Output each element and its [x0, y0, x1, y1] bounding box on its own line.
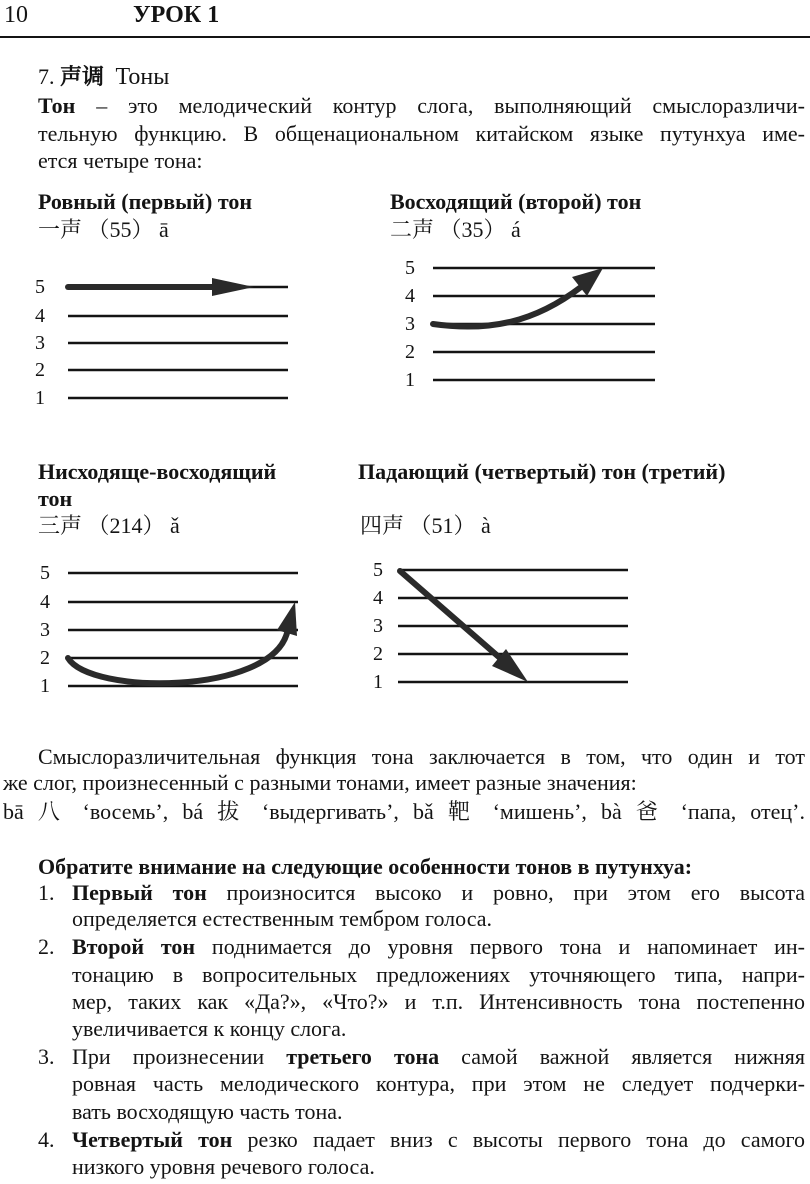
tone-label: 三声 （214） ǎ: [38, 513, 180, 538]
tone-level-label: 4: [35, 305, 45, 327]
tone-level-label: 5: [35, 276, 45, 298]
list-item-line: определяется естественным тембром голоса.: [72, 906, 492, 931]
examples-line: bā 八 ‘восемь’, bá 拔 ‘выдергивать’, bǎ 靶 ‘мишень’, bà 爸 ‘папа, отец’.: [3, 799, 805, 824]
section-title: Тоны: [115, 64, 170, 90]
list-text: резко падает вниз с высоты первого тона до самого: [232, 1127, 805, 1152]
tone-name: тон: [38, 486, 73, 511]
tone-name: Восходящий (второй) тон: [390, 189, 642, 214]
list-text: самой важной является нижняя: [439, 1044, 805, 1069]
list-item-line: [72, 1126, 805, 1153]
tone-level-label: 5: [405, 257, 415, 279]
arrowhead: [212, 278, 254, 296]
list-item-line: вать восходящую часть тона.: [72, 1099, 343, 1124]
list-text: поднимается до уровня первого тона и напоминает ин-: [195, 934, 805, 959]
tone-contour-arrow: [400, 571, 500, 658]
lesson-title: УРОК 1: [133, 2, 220, 28]
tone-diagram-first: [30, 270, 300, 410]
intro-text: – это мелодический контур слога, выполняющий смыслоразличи-: [75, 93, 805, 118]
list-number: 2.: [38, 934, 55, 959]
tone-name: Ровный (первый) тон: [38, 189, 253, 214]
tone-name: Падающий (четвертый) тон (третий): [358, 459, 726, 484]
tone-level-label: 2: [35, 359, 45, 381]
tone-level-label: 5: [373, 559, 383, 581]
tone-level-label: 2: [373, 643, 383, 665]
bold-term: третьего тона: [286, 1044, 440, 1069]
list-item-line: тонацию в вопросительных предложениях уточняющего типа, напри-: [72, 962, 805, 987]
tone-level-label: 3: [35, 332, 45, 354]
meaning-line: же слог, произнесенный с разными тонами, имеет разные значения:: [3, 770, 637, 795]
tone-contour-arrow: [433, 287, 581, 327]
list-number: 1.: [38, 880, 55, 905]
tone-level-label: 1: [373, 671, 383, 693]
bold-term: Второй тон: [72, 934, 196, 959]
list-item-line: [72, 879, 805, 906]
tone-level-label: 2: [40, 647, 50, 669]
meaning-line: Смыслоразличительная функция тона заключается в том, что один и тот: [38, 744, 805, 769]
intro-line: ется четыре тона:: [38, 148, 203, 173]
header-rule: [0, 36, 810, 38]
tone-label: 四声 （51） à: [360, 513, 491, 538]
list-item-line: мер, таких как «Да?», «Что?» и т.п. Интенсивность тона постепенно: [72, 989, 805, 1014]
list-number: 3.: [38, 1044, 55, 1069]
section-number: 7.: [38, 64, 55, 89]
section-chinese-title: 声调: [60, 64, 105, 89]
section-heading: [38, 62, 169, 92]
tone-level-label: 1: [405, 369, 415, 391]
list-item-line: [72, 933, 805, 960]
list-text: При произнесении: [72, 1044, 287, 1069]
intro-term: Тон: [38, 93, 76, 118]
bold-term: Четвертый тон: [72, 1127, 233, 1152]
list-item-line: низкого уровня речевого голоса.: [72, 1154, 375, 1179]
tone-level-label: 3: [40, 619, 50, 641]
tone-label: 一声 （55） ā: [38, 217, 169, 242]
page-number: 10: [4, 2, 28, 28]
tone-level-label: 3: [405, 313, 415, 335]
list-text: произносится высоко и ровно, при этом его высота: [206, 880, 805, 905]
tone-level-label: 4: [405, 285, 415, 307]
tone-level-label: 1: [35, 387, 45, 409]
list-item-line: увеличивается к концу слога.: [72, 1016, 347, 1041]
list-number: 4.: [38, 1127, 55, 1152]
tone-level-label: 4: [373, 587, 383, 609]
list-item-line: [72, 1043, 805, 1070]
bold-term: Первый тон: [72, 880, 207, 905]
tone-level-label: 3: [373, 615, 383, 637]
intro-line: [38, 92, 805, 119]
tone-level-label: 4: [40, 591, 50, 613]
tone-diagram-fourth: [360, 555, 640, 700]
tone-name: Нисходяще-восходящий: [38, 459, 277, 484]
tone-level-label: 2: [405, 341, 415, 363]
tone-level-label: 5: [40, 562, 50, 584]
list-item-line: ровная часть мелодического контура, при этом не следует подчерки-: [72, 1071, 805, 1096]
notes-heading: Обратите внимание на следующие особенности тонов в путунхуа:: [38, 854, 693, 879]
tone-diagram-second: [395, 250, 665, 395]
tone-diagram-third: [30, 555, 310, 705]
tone-level-label: 1: [40, 675, 50, 697]
tone-label: 二声 （35） á: [390, 217, 521, 242]
intro-line: тельную функцию. В общенациональном китайском языке путунхуа име-: [38, 121, 805, 146]
